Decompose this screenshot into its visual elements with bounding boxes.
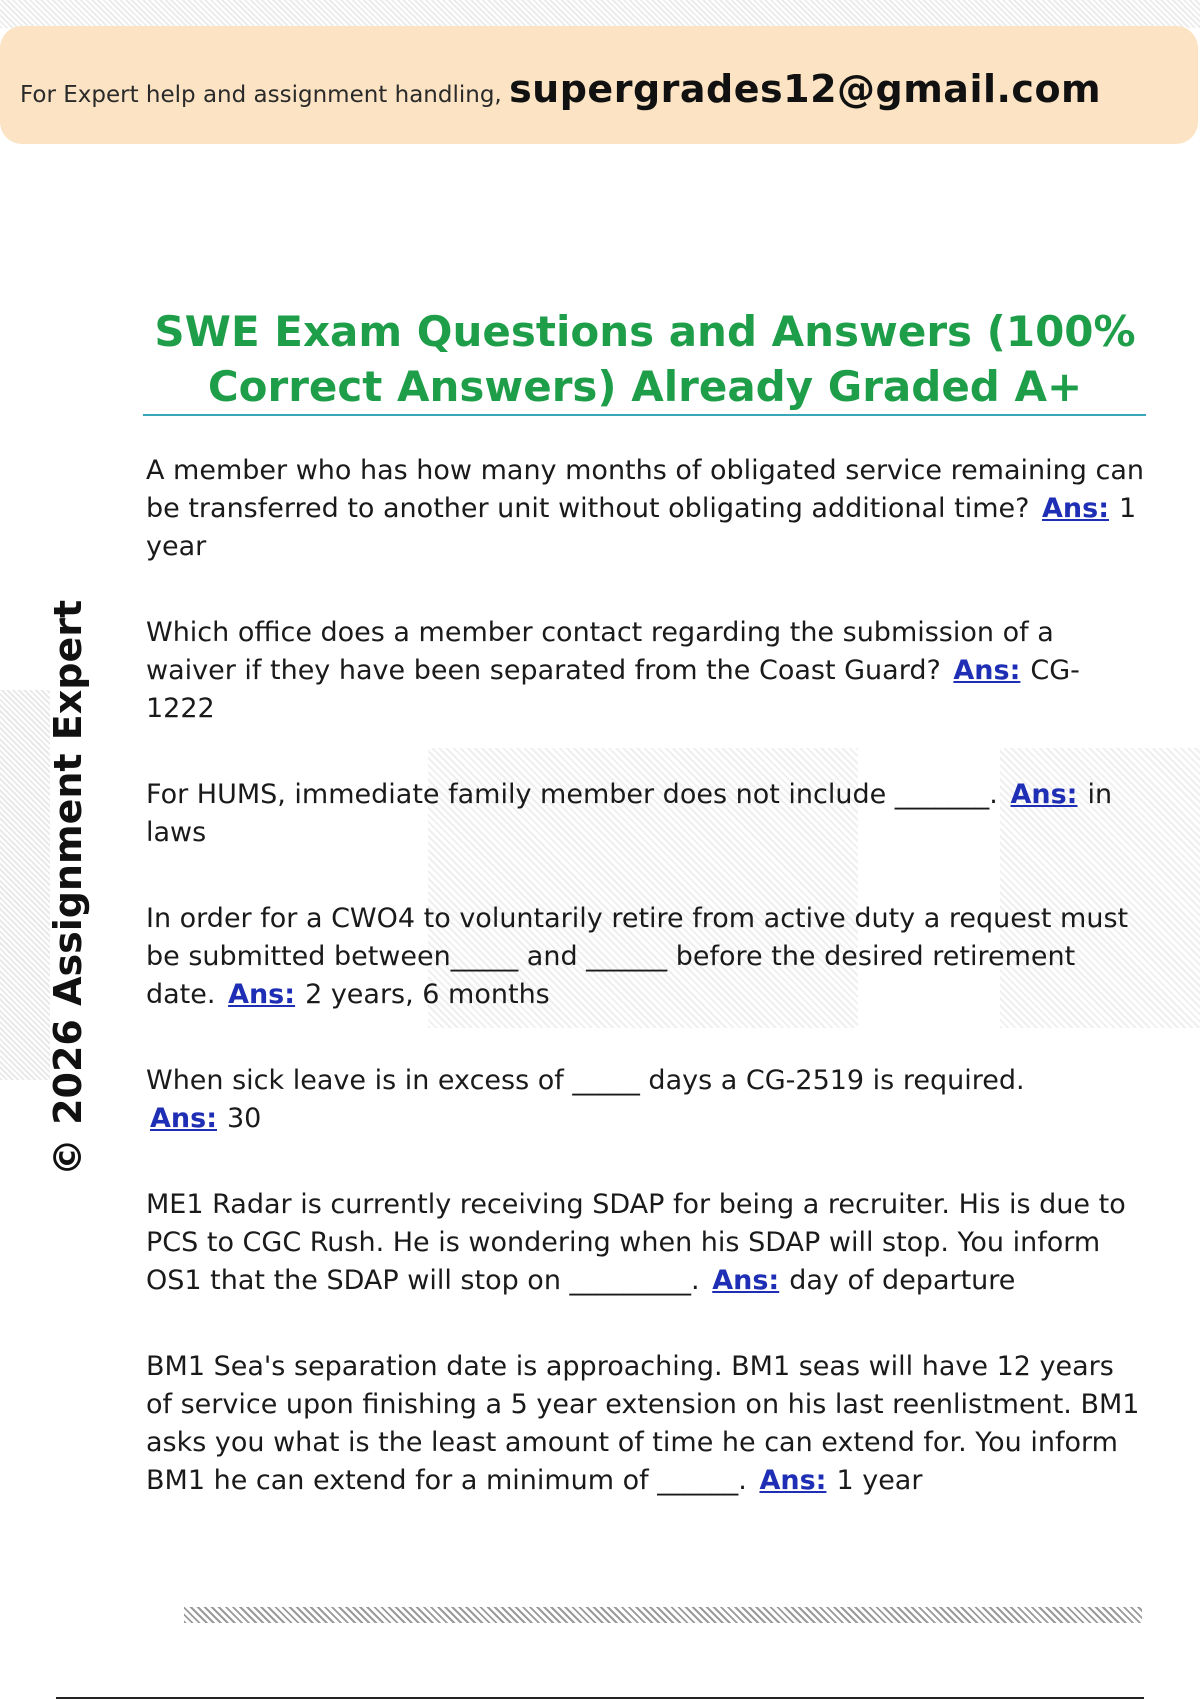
answer-label: Ans: — [228, 979, 296, 1010]
answer-text: day of departure — [789, 1265, 1016, 1296]
answer-text: in laws — [146, 779, 1113, 848]
answer-text: 1 year — [146, 493, 1137, 562]
qa-item-7 — [146, 1348, 1146, 1500]
question-text: A member who has how many months of obligated service remaining can be transferred to another unit without obligating additional time? — [146, 455, 1144, 524]
answer-label: Ans: — [150, 1103, 217, 1134]
banner-email: supergrades12@gmail.com — [509, 67, 1102, 111]
side-hatch-pattern — [0, 690, 50, 1080]
qa-item-3 — [146, 776, 1146, 852]
question-text: In order for a CWO4 to voluntarily retire from active duty a request must be submitted between_____ and ______ before the desired retirement date. — [146, 903, 1129, 1010]
question-text: BM1 Sea's separation date is approaching. BM1 seas will have 12 years of service upon finishing a 5 year extension on his last reenlistment. BM1 asks you what is the least amount of time he can extend for. You inform BM1 he can extend for a minimum of ______. — [146, 1351, 1140, 1496]
answer-text: CG-1222 — [146, 655, 1080, 724]
qa-item-2 — [146, 614, 1146, 728]
document-title: SWE Exam Questions and Answers (100% Correct Answers) Already Graded A+ — [154, 307, 1136, 411]
answer-text: 30 — [227, 1103, 262, 1134]
qa-item-5 — [146, 1062, 1146, 1138]
answer-label: Ans: — [712, 1265, 780, 1296]
banner-label: For Expert help and assignment handling, — [20, 82, 510, 108]
copyright-watermark: © 2026 Assignment Expert — [46, 599, 90, 1177]
top-hatch-strip — [0, 0, 1200, 28]
qa-item-4 — [146, 900, 1146, 1014]
question-text: ME1 Radar is currently receiving SDAP for being a recruiter. His is due to PCS to CGC Rush. He is wondering when his SDAP will stop. You inform OS1 that the SDAP will stop on _________. — [146, 1189, 1126, 1296]
question-text: For HUMS, immediate family member does not include _______. — [146, 779, 998, 810]
question-text: Which office does a member contact regarding the submission of a waiver if they have been separated from the Coast Guard? — [146, 617, 1054, 686]
contact-banner — [0, 26, 1198, 144]
answer-label: Ans: — [1010, 779, 1078, 810]
answer-text: 1 year — [836, 1465, 923, 1496]
answer-label: Ans: — [759, 1465, 827, 1496]
qa-item-6 — [146, 1186, 1146, 1300]
answer-label: Ans: — [953, 655, 1021, 686]
footer-rule — [56, 1697, 1144, 1699]
qa-item-1 — [146, 452, 1146, 566]
answer-label: Ans: — [1042, 493, 1110, 524]
answer-text: 2 years, 6 months — [305, 979, 550, 1010]
title-divider — [143, 414, 1146, 416]
banner-text — [20, 67, 1101, 111]
qa-list — [146, 452, 1146, 1500]
footer-hatch-strip — [184, 1607, 1142, 1623]
question-text: When sick leave is in excess of _____ days a CG-2519 is required. — [146, 1065, 1025, 1096]
